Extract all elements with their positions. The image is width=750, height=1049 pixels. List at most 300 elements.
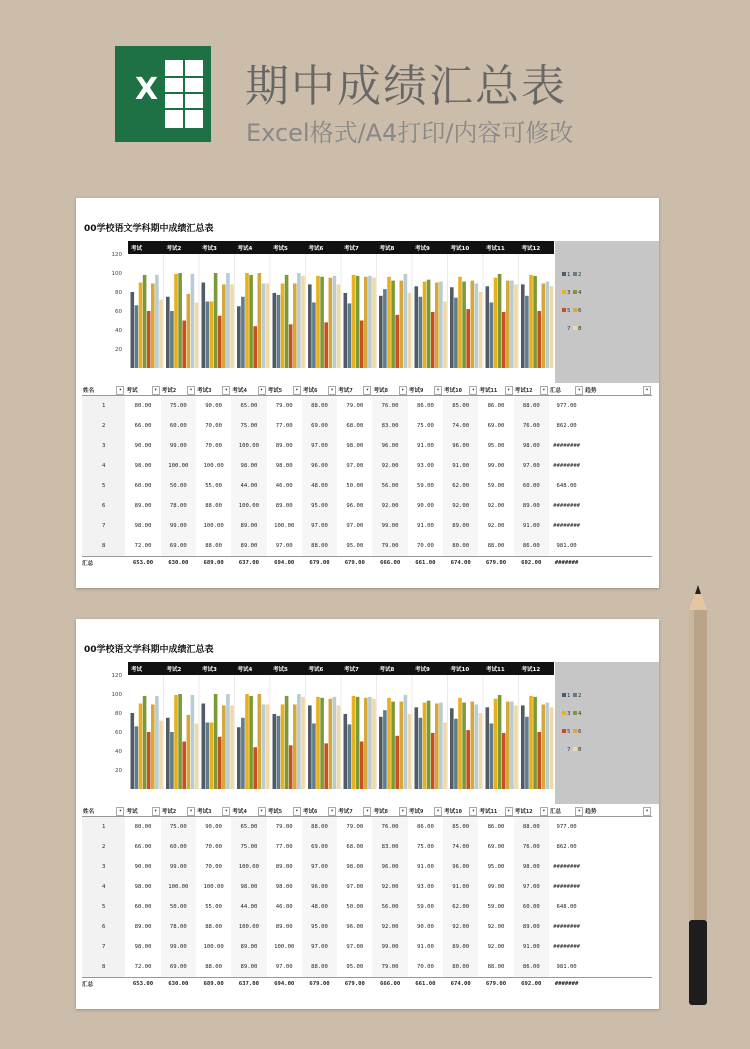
table-cell[interactable]: 96.00 [443,436,478,456]
table-cell[interactable]: 89.00 [275,503,293,509]
table-cell[interactable]: 99.00 [372,516,407,536]
filter-dropdown-icon[interactable]: ▾ [575,807,583,816]
table-cell[interactable]: 69.00 [302,837,337,857]
table-cell[interactable]: 91.00 [416,523,434,529]
table-cell[interactable]: 95.00 [302,917,337,937]
total-cell[interactable]: 692.00 [514,557,549,569]
table-cell[interactable]: 7 [82,937,125,957]
table-cell[interactable]: 80.00 [443,957,478,978]
table-cell[interactable]: 8 [82,957,125,978]
table-cell[interactable]: 86.00 [514,957,549,978]
table-cell[interactable]: 1 [82,396,125,417]
table-cell[interactable]: 100.00 [161,877,196,897]
table-cell[interactable]: 79.00 [346,824,364,830]
total-cell[interactable]: ####### [549,978,584,990]
trend-cell[interactable] [584,476,652,496]
table-cell[interactable]: 74.00 [443,416,478,436]
table-cell[interactable]: 79.00 [346,403,364,409]
table-cell[interactable]: 59.00 [487,904,505,910]
table-cell[interactable]: 66.00 [134,844,152,850]
table-cell[interactable]: 93.00 [416,463,434,469]
table-cell[interactable]: 89.00 [275,443,293,449]
trend-cell[interactable] [584,817,652,838]
table-cell[interactable]: 99.00 [161,436,196,456]
table-cell[interactable]: 88.00 [302,957,337,978]
table-cell[interactable]: 60.00 [134,483,152,489]
trend-cell[interactable] [584,516,652,536]
filter-dropdown-icon[interactable]: ▾ [222,386,230,395]
table-cell[interactable]: 50.00 [346,904,364,910]
table-cell[interactable]: 79.00 [275,403,293,409]
table-cell[interactable]: 6 [82,496,125,516]
table-cell[interactable]: 50.00 [161,476,196,496]
table-cell[interactable]: 44.00 [231,476,266,496]
table-cell[interactable]: 88.00 [514,396,549,417]
table-cell[interactable]: 97.00 [346,884,364,890]
table-cell[interactable]: 96.00 [372,436,407,456]
table-cell[interactable]: 90.00 [416,924,434,930]
table-cell[interactable]: 78.00 [161,496,196,516]
filter-dropdown-icon[interactable]: ▾ [293,807,301,816]
filter-dropdown-icon[interactable]: ▾ [399,386,407,395]
filter-dropdown-icon[interactable]: ▾ [293,386,301,395]
table-cell[interactable]: 862.00 [556,844,577,850]
table-cell[interactable]: 76.00 [372,817,407,838]
total-cell[interactable]: 679.00 [478,557,513,569]
table-cell[interactable]: 100.00 [231,857,266,877]
table-cell[interactable]: 100.00 [231,436,266,456]
table-cell[interactable]: 97.00 [346,944,364,950]
trend-cell[interactable] [584,536,652,557]
table-cell[interactable]: 96.00 [443,857,478,877]
table-cell[interactable]: 97.00 [514,877,549,897]
table-cell[interactable]: 99.00 [161,857,196,877]
table-cell[interactable]: 56.00 [372,897,407,917]
table-cell[interactable]: 89.00 [275,864,293,870]
filter-dropdown-icon[interactable]: ▾ [152,807,160,816]
table-cell[interactable]: 5 [82,476,125,496]
table-cell[interactable]: 100.00 [203,463,224,469]
trend-cell[interactable] [584,456,652,476]
table-cell[interactable]: 89.00 [134,503,152,509]
table-cell[interactable]: 2 [82,416,125,436]
table-cell[interactable]: 97.00 [275,964,293,970]
table-cell[interactable]: 72.00 [134,964,152,970]
table-cell[interactable]: 96.00 [372,857,407,877]
table-cell[interactable]: 69.00 [302,416,337,436]
table-cell[interactable]: 100.00 [274,523,295,529]
table-cell[interactable]: 80.00 [134,824,152,830]
table-cell[interactable]: 77.00 [275,844,293,850]
table-cell[interactable]: 65.00 [231,817,266,838]
total-cell[interactable]: 679.00 [337,557,372,569]
table-cell[interactable]: 90.00 [134,864,152,870]
total-cell[interactable]: 汇总 [82,557,125,569]
table-cell[interactable]: ######## [553,864,581,870]
filter-dropdown-icon[interactable]: ▾ [116,386,124,395]
table-cell[interactable]: 75.00 [231,416,266,436]
table-cell[interactable]: 89.00 [231,957,266,978]
filter-dropdown-icon[interactable]: ▾ [116,807,124,816]
table-cell[interactable]: 99.00 [161,516,196,536]
table-cell[interactable]: 80.00 [134,403,152,409]
table-cell[interactable]: 99.00 [487,884,505,890]
table-cell[interactable]: 88.00 [205,503,223,509]
table-cell[interactable]: 981.00 [556,964,577,970]
total-cell[interactable]: 679.00 [478,978,513,990]
table-cell[interactable]: 91.00 [416,443,434,449]
table-cell[interactable]: 69.00 [487,844,505,850]
filter-dropdown-icon[interactable]: ▾ [363,386,371,395]
table-cell[interactable]: ######## [553,944,581,950]
table-cell[interactable]: 89.00 [231,937,266,957]
table-cell[interactable]: 91.00 [443,456,478,476]
bar [206,302,210,369]
table-cell[interactable]: ######## [553,924,581,930]
table-cell[interactable]: 8 [82,536,125,557]
total-cell[interactable]: 630.00 [161,978,196,990]
table-cell[interactable]: 98.00 [514,857,549,877]
table-cell[interactable]: 62.00 [443,897,478,917]
table-cell[interactable]: 97.00 [275,543,293,549]
table-cell[interactable]: 3 [82,857,125,877]
filter-dropdown-icon[interactable]: ▾ [643,807,651,816]
table-cell[interactable]: 70.00 [416,543,434,549]
total-cell[interactable]: 653.00 [125,978,160,990]
total-cell[interactable]: 679.00 [302,978,337,990]
table-cell[interactable]: 70.00 [205,844,223,850]
table-cell[interactable]: 60.00 [134,904,152,910]
table-cell[interactable]: 59.00 [416,483,434,489]
table-cell[interactable]: 50.00 [161,897,196,917]
total-cell[interactable]: 689.00 [196,978,231,990]
table-cell[interactable]: 92.00 [372,456,407,476]
table-cell[interactable]: 981.00 [556,543,577,549]
table-cell[interactable]: 96.00 [302,456,337,476]
table-cell[interactable]: 79.00 [372,957,407,978]
table-cell[interactable]: 88.00 [514,817,549,838]
table-cell[interactable]: 92.00 [487,924,505,930]
table-cell[interactable]: 79.00 [372,536,407,557]
total-cell[interactable]: 674.00 [443,557,478,569]
table-cell[interactable]: 91.00 [514,516,549,536]
table-cell[interactable]: 89.00 [134,924,152,930]
table-cell[interactable]: 977.00 [556,824,577,830]
trend-cell[interactable] [584,496,652,516]
table-cell[interactable]: 72.00 [134,543,152,549]
table-cell[interactable]: 98.00 [134,523,152,529]
table-cell[interactable]: 97.00 [302,857,337,877]
table-cell[interactable]: 62.00 [443,476,478,496]
table-cell[interactable]: 96.00 [346,503,364,509]
trend-cell[interactable] [584,837,652,857]
table-cell[interactable]: 91.00 [416,864,434,870]
table-cell[interactable]: 91.00 [416,944,434,950]
table-cell[interactable]: 92.00 [443,917,478,937]
table-cell[interactable]: 68.00 [346,423,364,429]
table-cell[interactable]: 89.00 [514,917,549,937]
total-cell[interactable]: 661.00 [408,557,443,569]
table-cell[interactable]: 92.00 [487,944,505,950]
table-cell[interactable]: 89.00 [231,516,266,536]
table-cell[interactable]: 83.00 [372,837,407,857]
total-cell[interactable]: ####### [549,557,584,569]
table-cell[interactable]: 83.00 [372,416,407,436]
table-cell[interactable]: 85.00 [443,817,478,838]
table-cell[interactable]: 79.00 [275,824,293,830]
table-cell[interactable]: 65.00 [231,396,266,417]
table-cell[interactable]: 92.00 [372,917,407,937]
table-cell[interactable]: 88.00 [302,396,337,417]
table-cell[interactable]: 100.00 [231,917,266,937]
table-cell[interactable]: 100.00 [203,523,224,529]
filter-dropdown-icon[interactable]: ▾ [328,807,336,816]
filter-dropdown-icon[interactable]: ▾ [505,807,513,816]
table-cell[interactable]: 100.00 [203,884,224,890]
table-cell[interactable]: 59.00 [416,904,434,910]
table-cell[interactable]: 98.00 [514,436,549,456]
table-cell[interactable]: 91.00 [514,937,549,957]
table-cell[interactable]: 97.00 [346,523,364,529]
table-cell[interactable]: 86.00 [416,403,434,409]
trend-cell[interactable] [584,957,652,978]
table-cell[interactable]: 50.00 [346,483,364,489]
total-cell[interactable]: 692.00 [514,978,549,990]
table-cell[interactable]: 97.00 [302,937,337,957]
filter-dropdown-icon[interactable]: ▾ [328,386,336,395]
table-cell[interactable]: 89.00 [231,536,266,557]
filter-dropdown-icon[interactable]: ▾ [399,807,407,816]
table-cell[interactable]: 74.00 [443,837,478,857]
table-cell[interactable]: 97.00 [514,456,549,476]
total-cell[interactable]: 630.00 [161,557,196,569]
total-cell[interactable]: 674.00 [443,978,478,990]
table-cell[interactable]: 96.00 [302,877,337,897]
table-cell[interactable]: 92.00 [372,496,407,516]
table-cell[interactable]: 98.00 [346,443,364,449]
table-cell[interactable]: 89.00 [514,496,549,516]
table-cell[interactable]: ######## [553,523,581,529]
table-cell[interactable]: 4 [82,456,125,476]
table-cell[interactable]: 99.00 [487,463,505,469]
table-cell[interactable]: 96.00 [346,924,364,930]
table-cell[interactable]: 88.00 [487,543,505,549]
table-cell[interactable]: 55.00 [205,904,223,910]
table-cell[interactable]: 48.00 [302,897,337,917]
table-cell[interactable]: 70.00 [205,423,223,429]
table-cell[interactable]: ######## [553,463,581,469]
table-cell[interactable]: 98.00 [275,463,293,469]
table-cell[interactable]: 6 [82,917,125,937]
table-cell[interactable]: 91.00 [443,877,478,897]
total-cell[interactable]: 653.00 [125,557,160,569]
table-cell[interactable]: 70.00 [205,443,223,449]
trend-cell[interactable] [584,897,652,917]
table-cell[interactable]: 648.00 [556,904,577,910]
filter-dropdown-icon[interactable]: ▾ [363,807,371,816]
total-cell[interactable]: 694.00 [267,557,302,569]
table-cell[interactable]: 2 [82,837,125,857]
filter-dropdown-icon[interactable]: ▾ [540,807,548,816]
table-cell[interactable]: 86.00 [487,824,505,830]
table-cell[interactable]: 89.00 [275,924,293,930]
table-cell[interactable]: 86.00 [514,536,549,557]
table-cell[interactable]: 99.00 [372,937,407,957]
table-cell[interactable]: 97.00 [302,436,337,456]
table-cell[interactable]: 95.00 [346,543,364,549]
table-cell[interactable]: 92.00 [372,877,407,897]
table-cell[interactable]: 75.00 [416,844,434,850]
filter-dropdown-icon[interactable]: ▾ [152,386,160,395]
table-cell[interactable]: 7 [82,516,125,536]
table-cell[interactable]: 98.00 [346,864,364,870]
table-cell[interactable]: 95.00 [346,964,364,970]
table-cell[interactable]: 93.00 [416,884,434,890]
filter-dropdown-icon[interactable]: ▾ [434,386,442,395]
table-cell[interactable]: 76.00 [514,416,549,436]
table-cell[interactable]: 56.00 [372,476,407,496]
filter-dropdown-icon[interactable]: ▾ [258,807,266,816]
table-cell[interactable]: ######## [553,503,581,509]
total-cell[interactable]: 694.00 [267,978,302,990]
table-cell[interactable]: 92.00 [443,496,478,516]
table-cell[interactable]: 90.00 [134,443,152,449]
table-cell[interactable]: 76.00 [372,396,407,417]
table-cell[interactable]: 78.00 [161,917,196,937]
table-cell[interactable]: 86.00 [487,403,505,409]
table-cell[interactable]: 60.00 [161,837,196,857]
total-cell[interactable]: 637.00 [231,978,266,990]
table-cell[interactable]: 4 [82,877,125,897]
table-cell[interactable]: 76.00 [514,837,549,857]
total-cell[interactable]: 666.00 [372,978,407,990]
table-cell[interactable]: 97.00 [346,463,364,469]
trend-cell[interactable] [584,416,652,436]
table-cell[interactable]: 86.00 [416,824,434,830]
table-cell[interactable]: 44.00 [231,897,266,917]
table-cell[interactable]: 55.00 [205,483,223,489]
table-cell[interactable]: 69.00 [487,423,505,429]
total-cell[interactable]: 666.00 [372,557,407,569]
trend-cell[interactable] [584,436,652,456]
table-cell[interactable]: 862.00 [556,423,577,429]
table-cell[interactable]: 98.00 [134,944,152,950]
total-cell[interactable]: 汇总 [82,978,125,990]
filter-dropdown-icon[interactable]: ▾ [258,386,266,395]
table-cell[interactable]: 90.00 [205,403,223,409]
table-cell[interactable]: 95.00 [487,443,505,449]
total-cell[interactable]: 679.00 [302,557,337,569]
table-cell[interactable]: 98.00 [275,884,293,890]
table-cell[interactable]: 85.00 [443,396,478,417]
table-cell[interactable]: 99.00 [161,937,196,957]
table-cell[interactable]: 75.00 [161,817,196,838]
table-cell[interactable]: 69.00 [161,957,196,978]
table-cell[interactable]: 60.00 [161,416,196,436]
table-cell[interactable]: 90.00 [416,503,434,509]
table-cell[interactable]: 648.00 [556,483,577,489]
table-cell[interactable]: ######## [553,884,581,890]
table-cell[interactable]: 90.00 [205,824,223,830]
filter-dropdown-icon[interactable]: ▾ [505,386,513,395]
table-cell[interactable]: 88.00 [205,924,223,930]
table-cell[interactable]: 95.00 [302,496,337,516]
table-cell[interactable]: 89.00 [443,937,478,957]
table-cell[interactable]: 80.00 [443,536,478,557]
table-cell[interactable]: 88.00 [302,817,337,838]
table-cell[interactable]: 46.00 [275,483,293,489]
table-cell[interactable]: 70.00 [416,964,434,970]
table-cell[interactable]: 69.00 [161,536,196,557]
table-cell[interactable]: 100.00 [231,496,266,516]
table-cell[interactable]: 46.00 [275,904,293,910]
filter-dropdown-icon[interactable]: ▾ [187,386,195,395]
table-cell[interactable]: 77.00 [275,423,293,429]
filter-dropdown-icon[interactable]: ▾ [575,386,583,395]
table-cell[interactable]: 98.00 [134,884,152,890]
table-cell[interactable]: 92.00 [487,523,505,529]
table-cell[interactable]: 88.00 [205,543,223,549]
table-cell[interactable]: 75.00 [231,837,266,857]
table-cell[interactable]: 89.00 [443,516,478,536]
table-cell[interactable]: 100.00 [161,456,196,476]
trend-cell[interactable] [584,877,652,897]
table-cell[interactable]: 66.00 [134,423,152,429]
table-cell[interactable]: 98.00 [134,463,152,469]
table-cell[interactable]: 75.00 [161,396,196,417]
filter-dropdown-icon[interactable]: ▾ [469,386,477,395]
table-cell[interactable]: 88.00 [302,536,337,557]
table-cell[interactable]: 88.00 [205,964,223,970]
table-cell[interactable]: 3 [82,436,125,456]
total-cell[interactable]: 637.00 [231,557,266,569]
table-cell[interactable]: 59.00 [487,483,505,489]
filter-dropdown-icon[interactable]: ▾ [469,807,477,816]
table-cell[interactable]: 60.00 [514,476,549,496]
trend-cell[interactable] [584,917,652,937]
table-cell[interactable]: 70.00 [205,864,223,870]
table-cell[interactable]: 95.00 [487,864,505,870]
filter-dropdown-icon[interactable]: ▾ [434,807,442,816]
table-cell[interactable]: 1 [82,817,125,838]
table-cell[interactable]: 75.00 [416,423,434,429]
total-cell[interactable]: 661.00 [408,978,443,990]
table-cell[interactable]: 88.00 [487,964,505,970]
table-cell[interactable]: 48.00 [302,476,337,496]
table-cell[interactable]: 97.00 [302,516,337,536]
table-cell[interactable]: 977.00 [556,403,577,409]
trend-cell[interactable] [584,857,652,877]
bar [479,292,483,368]
trend-cell[interactable] [584,396,652,417]
filter-dropdown-icon[interactable]: ▾ [540,386,548,395]
table-cell[interactable]: 100.00 [274,944,295,950]
filter-dropdown-icon[interactable]: ▾ [222,807,230,816]
filter-dropdown-icon[interactable]: ▾ [643,386,651,395]
trend-cell[interactable] [584,937,652,957]
table-cell[interactable]: 100.00 [203,944,224,950]
table-cell[interactable]: ######## [553,443,581,449]
table-cell[interactable]: 92.00 [487,503,505,509]
table-cell[interactable]: 5 [82,897,125,917]
table-cell[interactable]: 68.00 [346,844,364,850]
total-cell[interactable]: 689.00 [196,557,231,569]
table-cell[interactable]: 98.00 [231,877,266,897]
total-cell[interactable]: 679.00 [337,978,372,990]
table-cell[interactable]: 60.00 [514,897,549,917]
filter-dropdown-icon[interactable]: ▾ [187,807,195,816]
table-cell[interactable]: 98.00 [231,456,266,476]
